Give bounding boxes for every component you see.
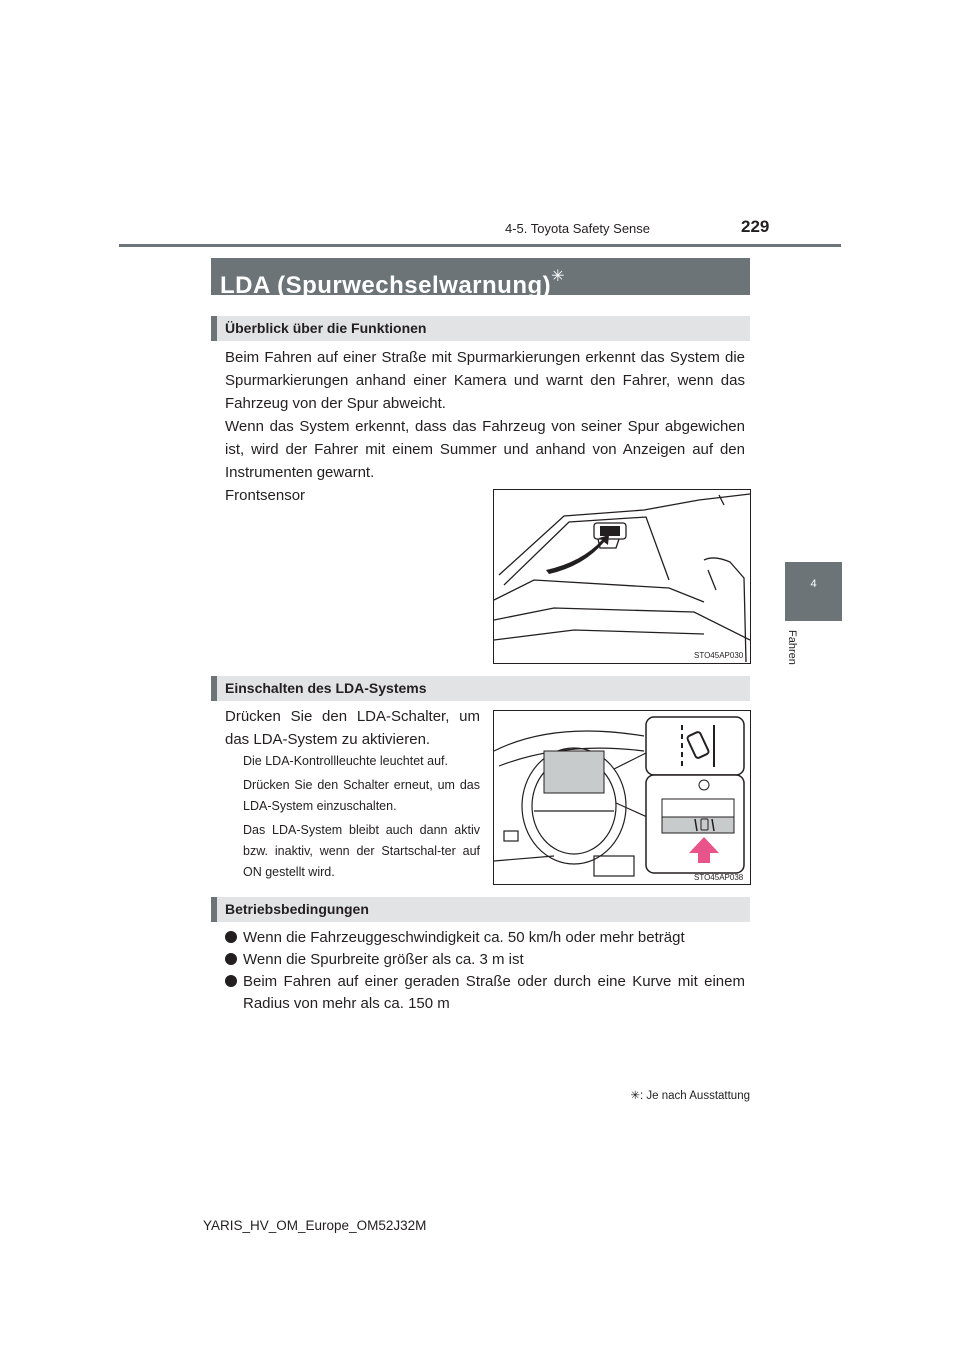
front-sensor-illustration bbox=[493, 489, 751, 664]
figure-code-2: STO45AP038 bbox=[694, 873, 744, 882]
overview-paragraph-2: Wenn das System erkennt, dass das Fahrzeug von seiner Spur abgewichen ist, wird der Fahrer mit einem Summer und anhand von Anzeigen auf den Instrumenten gewarnt. bbox=[225, 418, 745, 481]
figure-code-1: STO45AP030 bbox=[694, 651, 744, 660]
section-heading-activate: Einschalten des LDA-Systems bbox=[211, 676, 750, 701]
bullet-icon bbox=[225, 953, 237, 965]
activate-paragraph: Drücken Sie den LDA-Schalter, um das LDA-System zu aktivieren. bbox=[225, 708, 480, 748]
condition-item: Wenn die Fahrzeuggeschwindigkeit ca. 50 km/h oder mehr beträgt bbox=[225, 927, 745, 949]
front-sensor-label: Frontsensor bbox=[225, 487, 306, 504]
activate-note-1: Die LDA-Kontrollleuchte leuchtet auf. bbox=[243, 754, 448, 768]
condition-item: Beim Fahren auf einer geraden Straße oder durch eine Kurve mit einem Radius von mehr als ca. 150 m bbox=[225, 971, 745, 1015]
bullet-icon bbox=[225, 975, 237, 987]
footnote bbox=[600, 1088, 750, 1102]
chapter-tab-number: 4 bbox=[810, 578, 817, 590]
footnote-marker: ✳ bbox=[630, 1090, 641, 1102]
dashboard-drawing bbox=[494, 711, 750, 884]
activate-note-3: Das LDA-System bleibt auch dann aktiv bzw. inaktiv, wenn der Startschal-ter auf ON gestellt wird. bbox=[243, 823, 480, 879]
overview-paragraph-1: Beim Fahren auf einer Straße mit Spurmarkierungen erkennt das System die Spurmarkierungen anhand einer Kamera und warnt den Fahrer, wenn das Fahrzeug von der Spur abweicht. bbox=[225, 349, 745, 412]
windshield-drawing bbox=[494, 490, 750, 663]
lda-indicator-callout bbox=[646, 717, 744, 775]
activate-note-2: Drücken Sie den Schalter erneut, um das LDA-System einzuschalten. bbox=[243, 778, 480, 813]
chapter-tab bbox=[785, 562, 842, 621]
chapter-tab-label: Fahren bbox=[786, 630, 798, 665]
footnote-text: : Je nach Ausstattung bbox=[640, 1090, 750, 1102]
condition-item: Wenn die Spurbreite größer als ca. 3 m ist bbox=[225, 949, 745, 971]
bullet-icon bbox=[225, 931, 237, 943]
lda-switch-illustration bbox=[493, 710, 751, 885]
page-number: 229 bbox=[741, 217, 770, 236]
header-section-title: 4-5. Toyota Safety Sense bbox=[505, 221, 651, 236]
section-heading-overview: Überblick über die Funktionen bbox=[211, 316, 750, 341]
page-title bbox=[211, 258, 750, 299]
page-title-text: LDA (Spurwechselwarnung) bbox=[220, 272, 552, 299]
section-heading-conditions: Betriebsbedingungen bbox=[211, 897, 750, 922]
header-divider bbox=[119, 244, 841, 247]
title-footnote-marker: ✳ bbox=[551, 268, 566, 285]
document-footer: YARIS_HV_OM_Europe_OM52J32M bbox=[203, 1218, 427, 1233]
